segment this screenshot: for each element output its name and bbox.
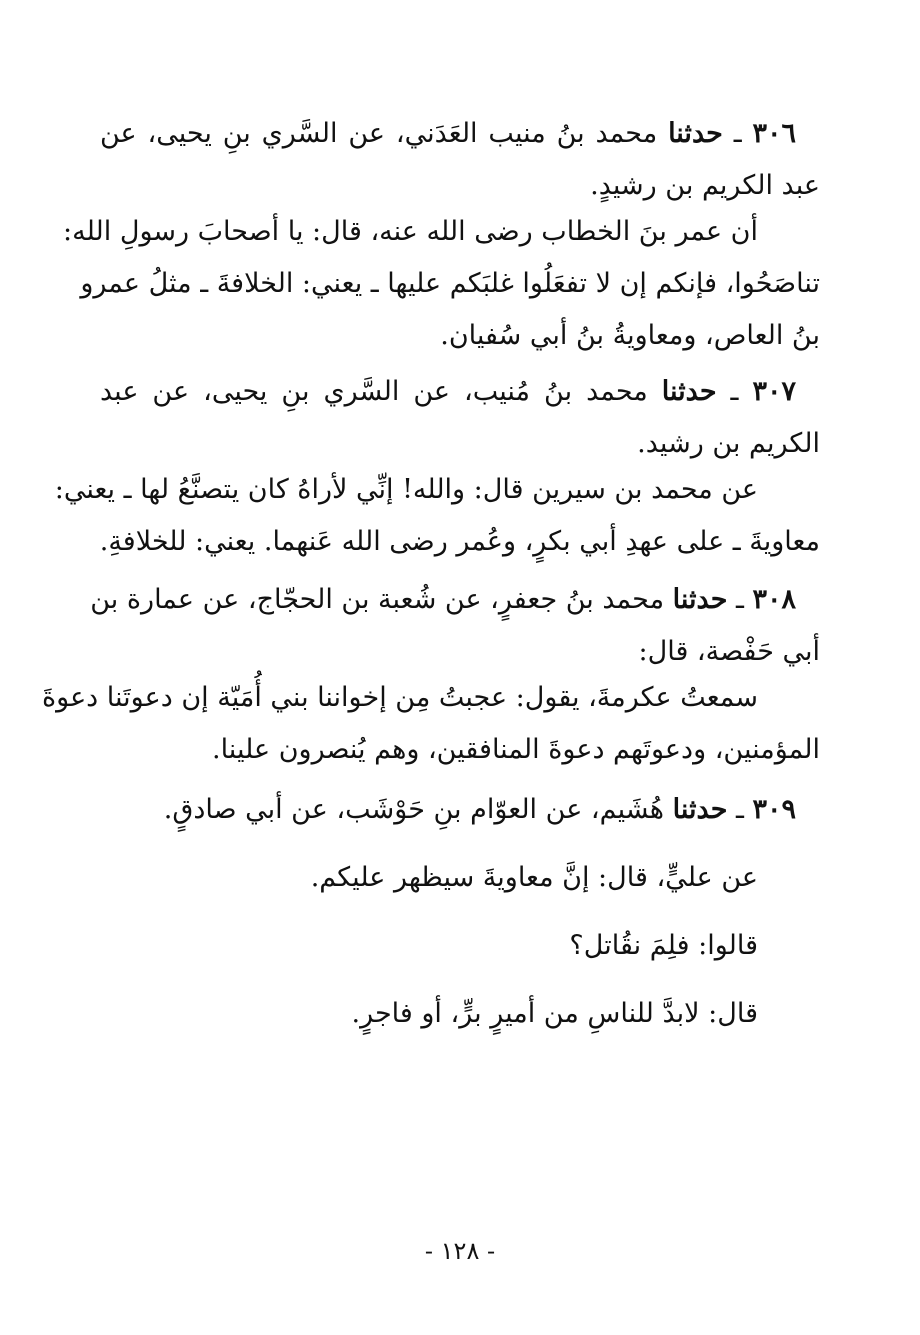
isnad-line: أبي حَفْصة، قال: (638, 636, 820, 667)
isnad-text: محمد بنُ مُنيب، عن السَّري بنِ يحيى، عن عبد (100, 376, 648, 407)
matn-line: أن عمر بنَ الخطاب رضى الله عنه، قال: يا أصحابَ رسولِ الله: (63, 216, 758, 247)
page-number: - ١٢٨ - (424, 1237, 496, 1265)
hadith-entry-309 (100, 784, 820, 1040)
matn-line: تناصَحُوا، فإنكم إن لا تفعَلُوا غلبَكم عليها ـ يعني: الخلافةَ ـ مثلُ عمرو (80, 268, 820, 299)
matn-line: قالوا: فلِمَ نقُاتل؟ (569, 930, 758, 961)
narration-keyword: حدثنا (672, 584, 728, 615)
hadith-number: ٣٠٧ (752, 376, 796, 407)
hadith-entry-306 (63, 108, 820, 362)
matn-line: بنُ العاص، ومعاويةُ بنُ أبي سُفيان. (440, 320, 820, 351)
isnad-line: ٣٠٨ ـ حدثنا محمد بنُ جعفرٍ، عن شُعبة بن الحجّاج، عن عمارة بن (90, 584, 796, 615)
isnad-text: محمد بنُ منيب العَدَني، عن السَّري بنِ يحيى، عن (100, 118, 658, 149)
matn-line: المؤمنين، ودعوتَهم دعوةَ المنافقين، وهم يُنصرون علينا. (211, 734, 820, 765)
hadith-entry-308 (41, 574, 820, 776)
narration-keyword: حدثنا (668, 118, 723, 149)
isnad-line: الكريم بن رشيد. (637, 428, 820, 459)
hadith-number: ٣٠٨ (752, 584, 796, 615)
isnad-text: هُشَيم، عن العوّام بنِ حَوْشَب، عن أبي صادقٍ. (163, 794, 665, 825)
hadith-entry-307 (54, 366, 820, 568)
matn-line: عن محمد بن سيرين قال: والله! إنِّي لأراهُ كان يتصنَّعُ لها ـ يعني: (54, 474, 758, 505)
narration-keyword: حدثنا (661, 376, 717, 407)
narration-keyword: حدثنا (672, 794, 728, 825)
matn-line: معاويةَ ـ على عهدِ أبي بكرٍ، وعُمر رضى الله عَنهما. يعني: للخلافةِ. (99, 526, 820, 557)
hadith-number: ٣٠٩ (752, 794, 796, 825)
isnad-line: ٣٠٩ ـ حدثنا هُشَيم، عن العوّام بنِ حَوْشَب، عن أبي صادقٍ. (163, 794, 796, 825)
matn-line: سمعتُ عكرمةَ، يقول: عجبتُ مِن إخواننا بني أُمَيّة إن دعوتَنا دعوةَ (41, 682, 758, 713)
isnad-line: ٣٠٦ ـ حدثنا محمد بنُ منيب العَدَني، عن السَّري بنِ يحيى، عن (100, 118, 796, 149)
hadith-number: ٣٠٦ (752, 118, 796, 149)
isnad-text: محمد بنُ جعفرٍ، عن شُعبة بن الحجّاج، عن عمارة بن (90, 584, 665, 615)
isnad-line: ٣٠٧ ـ حدثنا محمد بنُ مُنيب، عن السَّري بنِ يحيى، عن عبد (100, 376, 796, 407)
matn-line: عن عليٍّ، قال: إنَّ معاويةَ سيظهر عليكم. (310, 862, 758, 893)
matn-line: قال: لابدَّ للناسِ من أميرٍ برٍّ، أو فاجرٍ. (351, 998, 758, 1029)
isnad-line: عبد الكريم بن رشيدٍ. (590, 170, 820, 201)
